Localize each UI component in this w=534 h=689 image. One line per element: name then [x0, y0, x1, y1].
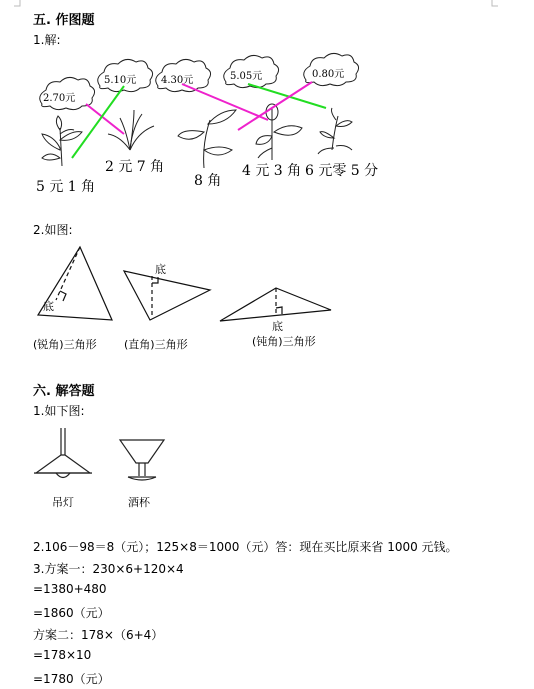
cloud-label-2: 5.10元 — [104, 75, 137, 86]
pendant-lamp-caption: 吊灯 — [52, 496, 74, 509]
base-label-right: 底 — [155, 263, 166, 276]
caption-right: (直角)三角形 — [124, 338, 188, 351]
cloud-label-5: 0.80元 — [312, 69, 345, 80]
plant-label-3: 8 角 — [194, 173, 222, 189]
plant-label-5: 6 元零 5 分 — [305, 163, 379, 179]
s6-q1-label: 1.如下图: — [33, 404, 85, 418]
answer-line-6: =178×10 — [33, 648, 92, 662]
plant-label-1: 5 元 1 角 — [36, 179, 96, 195]
cloud-label-1: 2.70元 — [43, 93, 76, 104]
answer-line-1: 2.106－98＝8（元）；125×8＝1000（元）答：现在买比原来省 1000 元钱。 — [33, 540, 458, 554]
q2-label: 2.如图: — [33, 223, 73, 237]
section6-title: 六. 解答题 — [33, 384, 95, 399]
q1-label: 1.解: — [33, 33, 61, 47]
wine-glass-drawing — [120, 440, 164, 480]
answer-line-5: 方案二：178×（6+4） — [33, 628, 164, 642]
plant-label-2: 2 元 7 角 — [105, 159, 165, 175]
answer-line-2: 3.方案一：230×6+120×4 — [33, 562, 184, 576]
plant-label-4: 4 元 3 角 — [242, 163, 302, 179]
answer-line-3: =1380+480 — [33, 582, 107, 596]
answer-line-4: =1860（元） — [33, 606, 110, 620]
base-label-obtuse: 底 — [272, 320, 283, 333]
answer-line-7: =1780（元） — [33, 672, 110, 686]
caption-acute: (锐角)三角形 — [33, 338, 97, 351]
wine-glass-caption: 酒杯 — [128, 496, 150, 509]
base-label-acute: 底 — [43, 300, 54, 313]
cloud-label-4: 5.05元 — [230, 71, 263, 82]
caption-obtuse: (钝角)三角形 — [252, 335, 316, 348]
cloud-label-3: 4.30元 — [161, 75, 194, 86]
pendant-lamp-drawing — [34, 428, 92, 478]
section5-title: 五. 作图题 — [33, 13, 95, 28]
